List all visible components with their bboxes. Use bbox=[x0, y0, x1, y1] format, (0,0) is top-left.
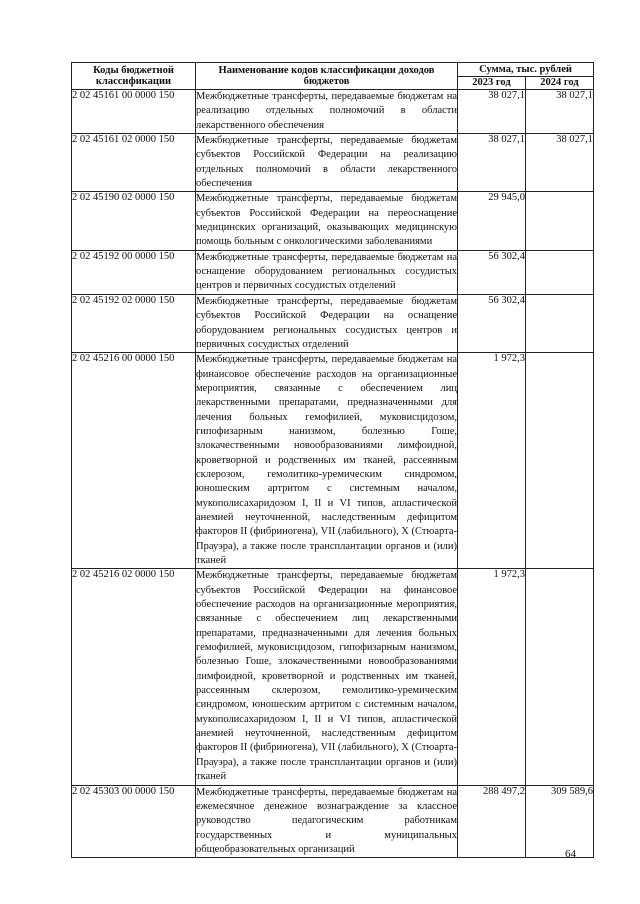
row-name: Межбюджетные трансферты, передаваемые бюджетам на ежемесячное денежное вознаграждение за классное руководство педагогическим работникам государственных и муниципальных общеобразовательных организаций bbox=[196, 785, 458, 858]
row-sum-2024 bbox=[526, 294, 594, 352]
table-row bbox=[72, 294, 594, 352]
header-year-2023: 2023 год bbox=[458, 77, 526, 90]
row-sum-2023: 56 302,4 bbox=[458, 294, 526, 352]
row-code: 2 02 45190 02 0000 150 bbox=[72, 192, 196, 250]
row-name: Межбюджетные трансферты, передаваемые бюджетам субъектов Российской Федерации на переоснащение медицинских организаций, оказывающих медицинскую помощь больным с онкологическими заболеваниями bbox=[196, 192, 458, 250]
row-name: Межбюджетные трансферты, передаваемые бюджетам субъектов Российской Федерации на оснащение оборудованием региональных сосудистых центров и первичных сосудистых отделений bbox=[196, 294, 458, 352]
row-name: Межбюджетные трансферты, передаваемые бюджетам на оснащение оборудованием региональных сосудистых центров и первичных сосудистых отделений bbox=[196, 250, 458, 294]
table-row bbox=[72, 192, 594, 250]
page-number: 64 bbox=[565, 848, 576, 860]
row-sum-2023: 38 027,1 bbox=[458, 90, 526, 134]
table-row bbox=[72, 134, 594, 192]
row-sum-2024 bbox=[526, 353, 594, 569]
row-sum-2023: 288 497,2 bbox=[458, 785, 526, 858]
budget-table-page bbox=[71, 62, 593, 858]
row-sum-2023: 56 302,4 bbox=[458, 250, 526, 294]
row-code: 2 02 45161 02 0000 150 bbox=[72, 134, 196, 192]
row-name: Межбюджетные трансферты, передаваемые бюджетам субъектов Российской Федерации на реализацию отдельных полномочий в области лекарственного обеспечения bbox=[196, 134, 458, 192]
row-sum-2023: 1 972,3 bbox=[458, 569, 526, 785]
row-sum-2024: 309 589,6 bbox=[526, 785, 594, 858]
row-sum-2024 bbox=[526, 192, 594, 250]
row-code: 2 02 45303 00 0000 150 bbox=[72, 785, 196, 858]
row-sum-2024: 38 027,1 bbox=[526, 134, 594, 192]
row-name: Межбюджетные трансферты, передаваемые бюджетам на реализацию отдельных полномочий в области лекарственного обеспечения bbox=[196, 90, 458, 134]
row-sum-2024: 38 027,1 bbox=[526, 90, 594, 134]
row-sum-2023: 38 027,1 bbox=[458, 134, 526, 192]
row-code: 2 02 45192 00 0000 150 bbox=[72, 250, 196, 294]
row-code: 2 02 45192 02 0000 150 bbox=[72, 294, 196, 352]
table-row bbox=[72, 250, 594, 294]
row-name: Межбюджетные трансферты, передаваемые бюджетам субъектов Российской Федерации на финансовое обеспечение расходов на организационные мероприятия, связанные с обеспечением лиц лекарственными препаратами, предназначенными для лечения больных гемофилией, муковисцидозом, гипофизарным нанизмом, болезнью Гоше, злокачественными новообразованиями лимфоидной, кроветворной и родственных им тканей, рассеянным склерозом, гемолитико-уремическим синдромом, юношеским артритом с системным началом, мукополисахаридозом I, II и VI типов, апластической анемией неуточненной, наследственным дефицитом факторов II (фибриногена), VII (лабильного), X (Стюарта-Прауэра), а также после трансплантации органов и (или) тканей bbox=[196, 569, 458, 785]
header-sum-column: Сумма, тыс. рублей bbox=[458, 63, 594, 77]
header-code-column: Коды бюджетной классификации bbox=[72, 63, 196, 90]
row-sum-2024 bbox=[526, 250, 594, 294]
table-row bbox=[72, 569, 594, 785]
row-sum-2023: 1 972,3 bbox=[458, 353, 526, 569]
row-code: 2 02 45216 02 0000 150 bbox=[72, 569, 196, 785]
table-row bbox=[72, 90, 594, 134]
table-row bbox=[72, 353, 594, 569]
row-sum-2023: 29 945,0 bbox=[458, 192, 526, 250]
header-name-column: Наименование кодов классификации доходов бюджетов bbox=[196, 63, 458, 90]
table-row bbox=[72, 785, 594, 858]
budget-revenue-table bbox=[71, 62, 594, 858]
row-sum-2024 bbox=[526, 569, 594, 785]
row-code: 2 02 45161 00 0000 150 bbox=[72, 90, 196, 134]
row-code: 2 02 45216 00 0000 150 bbox=[72, 353, 196, 569]
row-name: Межбюджетные трансферты, передаваемые бюджетам на финансовое обеспечение расходов на организационные мероприятия, связанные с обеспечением лиц лекарственными препаратами, предназначенными для лечения больных гемофилией, муковисцидозом, гипофизарным нанизмом, болезнью Гоше, злокачественными новообразованиями лимфоидной, кроветворной и родственных им тканей, рассеянным склерозом, гемолитико-уремическим синдромом, юношеским артритом с системным началом, мукополисахаридозом I, II и VI типов, апластической анемией неуточненной, наследственным дефицитом факторов II (фибриногена), VII (лабильного), X (Стюарта-Прауэра), а также после трансплантации органов и (или) тканей bbox=[196, 353, 458, 569]
table-header-row bbox=[72, 63, 594, 77]
header-year-2024: 2024 год bbox=[526, 77, 594, 90]
